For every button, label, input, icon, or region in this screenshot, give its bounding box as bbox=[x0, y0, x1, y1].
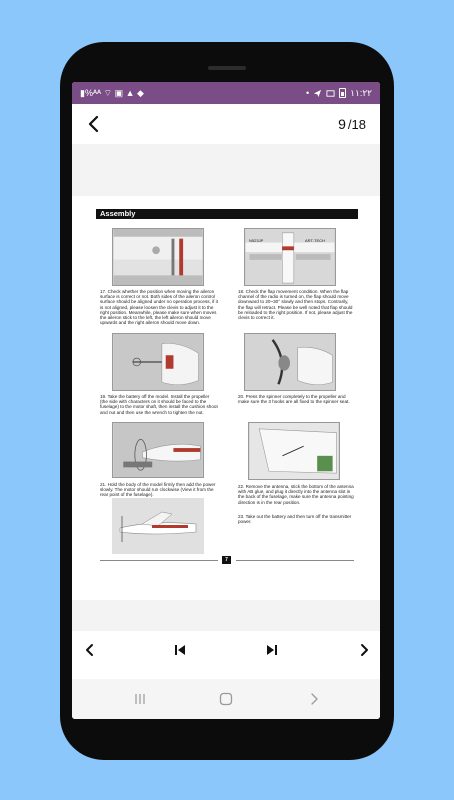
chevron-left-icon bbox=[84, 643, 96, 657]
step-20-text: 20. Press the spinner completely to the propeller and make sure the 3 hooks are all fixed to the spinner seat. bbox=[238, 394, 350, 405]
page-indicator bbox=[338, 116, 366, 132]
cast-icon bbox=[326, 89, 335, 98]
recents-button[interactable] bbox=[130, 689, 150, 709]
previous-page-button[interactable] bbox=[78, 638, 102, 662]
screen bbox=[72, 82, 380, 719]
section-title: Assembly bbox=[100, 209, 136, 218]
recents-icon bbox=[134, 693, 146, 705]
step-17-text: 17. Check whether the position when moving the aileron surface is correct or not. Both sides of the aileron control surface should be aligned under no operation process, if it is not aligned, please loosen the clevis to adjust it to the right position. Meanwhile, please make sure when moves the aileron stick to the left, the left aileron should move upwards and the right aileron should move down. bbox=[100, 289, 218, 326]
status-icons-left bbox=[80, 89, 144, 98]
step-18-text: 18. Check the flap movement condition. When the flap channel of the radio is turned on, the flap should move downward to 20~30° slowly and then stops. Contrarily, the flap will retract. Please be well noted that flap should be reloaded to the right position. If not, please adjust the clevis to correct it. bbox=[238, 289, 353, 321]
photo-propeller-image bbox=[113, 334, 203, 390]
photo-aileron bbox=[112, 228, 204, 286]
photo-motor-test-image bbox=[113, 423, 203, 477]
system-back-button[interactable] bbox=[304, 689, 324, 709]
app-bar bbox=[72, 104, 380, 144]
status-dot: • bbox=[306, 87, 310, 98]
photo-aileron-image bbox=[113, 229, 203, 285]
step-19-text: 19. Take the battery off the model. Install the propeller (the side with characters on it should be faced to the fuselage) to the motor shaft, then install the cushion shoot and nut and then use the wrench to tighten the nut. bbox=[100, 394, 218, 415]
total-pages: /18 bbox=[347, 117, 366, 132]
skip-first-icon bbox=[173, 643, 187, 657]
phone-speaker bbox=[208, 66, 246, 70]
photo-complete-plane bbox=[112, 498, 204, 554]
home-button[interactable] bbox=[216, 689, 236, 709]
step-22-text: 22. Remove the antenna, stick the bottom of the antenna with AB glue, and plug it directly into the antenna slot in the back of the fuselage, make sure the antenna pointing direction is in the rear position. bbox=[238, 484, 354, 505]
chevron-right-icon bbox=[358, 643, 370, 657]
back-button[interactable] bbox=[82, 112, 106, 136]
send-icon bbox=[313, 89, 322, 98]
photo-motor-test bbox=[112, 422, 204, 478]
photo-antenna bbox=[248, 422, 340, 480]
system-navigation-bar bbox=[72, 679, 380, 719]
photo-antenna-image bbox=[249, 423, 339, 479]
pdf-viewer[interactable] bbox=[72, 144, 380, 631]
battery-icon bbox=[339, 88, 346, 98]
page-navigation bbox=[72, 631, 380, 669]
pdf-page bbox=[72, 196, 380, 600]
first-page-button[interactable] bbox=[168, 638, 192, 662]
photo-flap-label: N523JP bbox=[249, 238, 264, 243]
last-page-button[interactable] bbox=[260, 638, 284, 662]
footer-rule-right bbox=[236, 560, 354, 561]
status-bar bbox=[72, 82, 380, 104]
step-23-text: 23. Take out the battery and then turn off the transmitter power. bbox=[238, 514, 352, 525]
next-page-button[interactable] bbox=[352, 638, 376, 662]
pdf-page-number: 7 bbox=[222, 556, 231, 564]
photo-spinner bbox=[244, 333, 336, 391]
photo-spinner-image bbox=[245, 334, 335, 390]
photo-propeller bbox=[112, 333, 204, 391]
clock: ١١:٢٢ bbox=[350, 87, 372, 98]
chevron-left-icon bbox=[87, 115, 101, 133]
photo-complete-plane-image bbox=[112, 498, 204, 554]
status-icons-right bbox=[306, 88, 372, 98]
footer-rule-left bbox=[100, 560, 218, 561]
section-header bbox=[96, 209, 358, 219]
notification-icons: ▮%ᴬᴬ ⌔ ▣ ▲ ◆ bbox=[80, 87, 144, 98]
photo-flap-label2: ART-TECH bbox=[305, 238, 325, 243]
skip-last-icon bbox=[265, 643, 279, 657]
back-icon bbox=[309, 692, 319, 706]
home-icon bbox=[219, 692, 233, 706]
step-21-text: 21. Hold the body of the model firmly then add the power slowly. The motor should run clockwise (View it from the rear point of the fuselage). bbox=[100, 482, 216, 498]
photo-flap bbox=[244, 228, 336, 286]
current-page: 9 bbox=[338, 116, 346, 132]
phone-frame bbox=[60, 42, 394, 760]
